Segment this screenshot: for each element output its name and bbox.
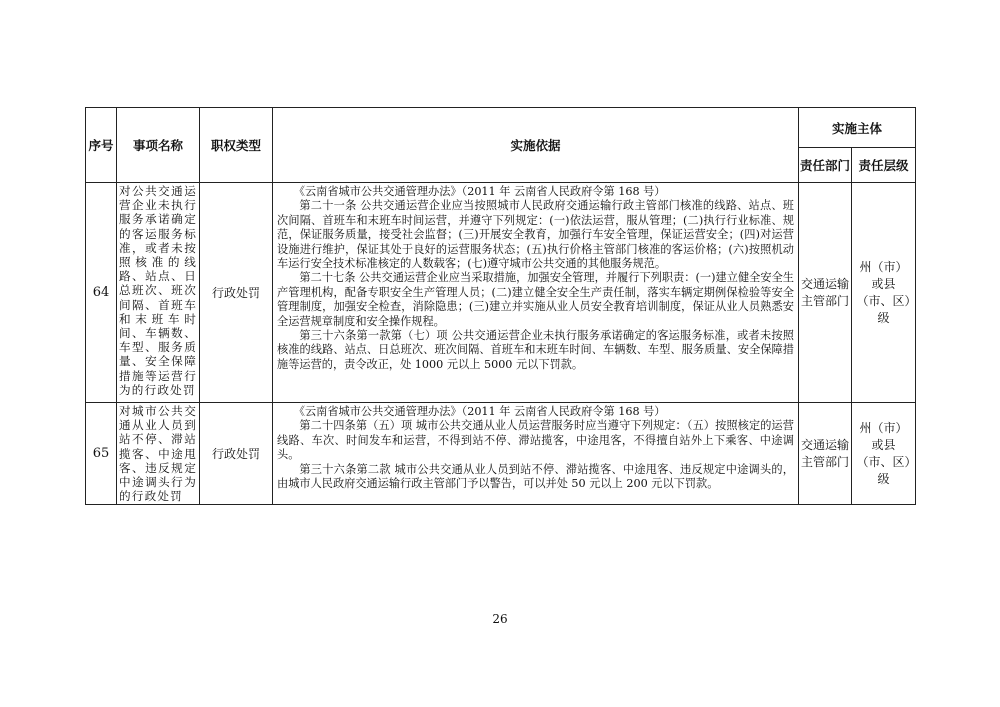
basis-paragraph: 第三十六条第二款 城市公共交通从业人员到站不停、滞站揽客、中途甩客、违反规定中途调头的，由城市人民政府交通运输行政主管部门予以警告，可以并处 50 元以上 200 元以下罚款。 — [277, 462, 794, 491]
basis-paragraph: 第二十七条 公共交通运营企业应当采取措施，加强安全管理，并履行下列职责：(一)建立健全安全生产管理机构，配备专职安全生产管理人员；(二)建立健全安全生产责任制，落实车辆定期例保检验等安全管理制度，加强安全检查，消除隐患；(三)建立并实施从业人员安全教育培训制度，保证从业人员熟悉安全运营规章制度和安全操作规程。 — [277, 271, 794, 328]
row-level: 州（市）或县（市、区）级 — [852, 403, 916, 505]
row-seq: 64 — [86, 183, 117, 403]
table-row — [86, 403, 916, 505]
header-seq: 序号 — [86, 108, 117, 183]
basis-paragraph: 第三十六条第一款第（七）项 公共交通运营企业未执行服务承诺确定的客运服务标准，或者未按照核准的线路、站点、日总班次、班次间隔、首班车和末班车时间、车辆数、车型、服务质量、安全保障措施等运营的，责令改正，处 1000 元以上 5000 元以下罚款。 — [277, 329, 794, 371]
row-basis — [273, 403, 799, 505]
header-dept: 责任部门 — [799, 148, 852, 183]
header-basis: 实施依据 — [273, 108, 799, 183]
row-level: 州（市）或县（市、区）级 — [852, 183, 916, 403]
basis-paragraph: 《云南省城市公共交通管理办法》（2011 年 云南省人民政府令第 168 号） — [293, 405, 666, 418]
header-item-name: 事项名称 — [117, 108, 200, 183]
row-power-type: 行政处罚 — [200, 183, 273, 403]
header-subject: 实施主体 — [799, 108, 916, 148]
basis-paragraph: 第二十四条第（五）项 城市公共交通从业人员运营服务时应当遵守下列规定：（五）按照核定的运营线路、车次、时间发车和运营，不得到站不停、滞站揽客，中途甩客，不得擅自站外上下乘客、中途调头。 — [277, 419, 794, 462]
basis-paragraph: 《云南省城市公共交通管理办法》（2011 年 云南省人民政府令第 168 号） — [293, 185, 666, 198]
document-table — [85, 107, 916, 505]
header-level: 责任层级 — [852, 148, 916, 183]
row-dept: 交通运输主管部门 — [799, 183, 852, 403]
row-dept: 交通运输主管部门 — [799, 403, 852, 505]
row-basis — [273, 183, 799, 403]
basis-paragraph: 第二十一条 公共交通运营企业应当按照城市人民政府交通运输行政主管部门核准的线路、站点、班次间隔、首班车和末班车时间运营，并遵守下列规定：(一)依法运营，服从管理；(二)执行行业标准、规范，保证服务质量，接受社会监督；(三)开展安全教育，加强行车安全管理，保证运营安全；(四)对运营设施进行维护，保证其处于良好的运营服务状态；(五)执行价格主管部门核准的客运价格；(六)按照机动车运行安全技术标准核定的人数载客；(七)遵守城市公共交通的其他服务规范。 — [277, 199, 794, 271]
row-seq: 65 — [86, 403, 117, 505]
page-number: 26 — [492, 612, 508, 626]
header-row — [86, 108, 916, 148]
row-power-type: 行政处罚 — [200, 403, 273, 505]
header-power-type: 职权类型 — [200, 108, 273, 183]
row-item-name: 对城市公共交通从业人员到站不停、滞站揽客、中途甩客、违反规定中途调头行为的行政处罚 — [117, 403, 200, 505]
table-row — [86, 183, 916, 403]
row-item-name: 对公共交通运营企业未执行服务承诺确定的客运服务标准，或者未按照核准的线路、站点、日总班次、班次间隔、首班车和末班车时间、车辆数、车型、服务质量、安全保障措施等运营行为的行政处罚 — [117, 183, 200, 403]
